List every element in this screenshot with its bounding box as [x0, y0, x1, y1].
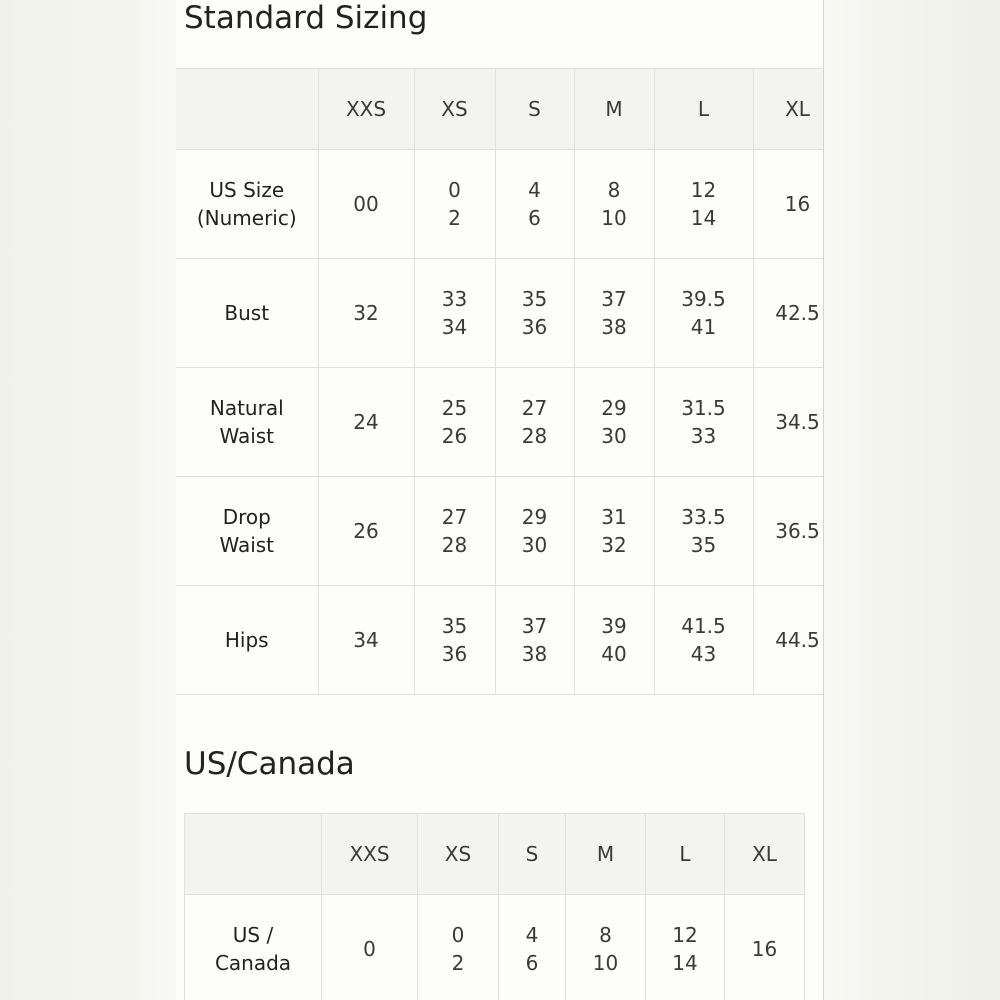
table-cell: 31 32	[574, 477, 654, 586]
table-cell: 12 14	[646, 895, 725, 1000]
column-header: L	[654, 69, 753, 150]
table-cell: 35 36	[414, 586, 495, 695]
table-cell: 37 38	[574, 259, 654, 368]
header-corner-cell	[185, 814, 322, 895]
column-header: XXS	[322, 814, 418, 895]
column-header: L	[646, 814, 725, 895]
table-cell: 39.5 41	[654, 259, 753, 368]
table-row	[176, 368, 824, 477]
table-cell: 31.5 33	[654, 368, 753, 477]
row-label-hips: Hips	[176, 586, 318, 695]
table-cell: 33.5 35	[654, 477, 753, 586]
row-label-natural-waist: Natural Waist	[176, 368, 318, 477]
standard-sizing-table	[176, 68, 824, 695]
column-header: XL	[725, 814, 805, 895]
column-header: XXS	[318, 69, 414, 150]
table-cell: 34.5	[753, 368, 824, 477]
table-cell: 32	[318, 259, 414, 368]
table-header-row	[176, 69, 824, 150]
table-cell: 36.5	[753, 477, 824, 586]
background-left	[0, 0, 176, 1000]
table-cell: 8 10	[574, 150, 654, 259]
table-cell: 12 14	[654, 150, 753, 259]
column-header: M	[574, 69, 654, 150]
table-cell: 16	[725, 895, 805, 1000]
table-cell: 27 28	[414, 477, 495, 586]
table-row	[176, 477, 824, 586]
table-row	[176, 259, 824, 368]
us-canada-title: US/Canada	[184, 746, 355, 782]
table-cell: 39 40	[574, 586, 654, 695]
table-cell: 25 26	[414, 368, 495, 477]
header-corner-cell	[176, 69, 318, 150]
table-cell: 42.5	[753, 259, 824, 368]
table-header-row	[185, 814, 805, 895]
table-row	[185, 895, 805, 1000]
table-cell: 29 30	[574, 368, 654, 477]
table-cell: 41.5 43	[654, 586, 753, 695]
table-cell: 33 34	[414, 259, 495, 368]
table-cell: 16	[753, 150, 824, 259]
table-cell: 0 2	[414, 150, 495, 259]
table-cell: 4 6	[499, 895, 566, 1000]
table-row	[176, 586, 824, 695]
table-cell: 24	[318, 368, 414, 477]
size-chart-page	[176, 0, 824, 1000]
table-cell: 37 38	[495, 586, 574, 695]
row-label-us-canada: US / Canada	[185, 895, 322, 1000]
us-canada-table	[184, 813, 805, 1000]
table-cell: 44.5	[753, 586, 824, 695]
table-cell: 8 10	[566, 895, 646, 1000]
row-label-us-size: US Size (Numeric)	[176, 150, 318, 259]
column-header: S	[495, 69, 574, 150]
background-right	[824, 0, 1000, 1000]
row-label-drop-waist: Drop Waist	[176, 477, 318, 586]
column-header: XS	[414, 69, 495, 150]
column-header: M	[566, 814, 646, 895]
table-cell: 34	[318, 586, 414, 695]
table-cell: 27 28	[495, 368, 574, 477]
table-cell: 00	[318, 150, 414, 259]
column-header: S	[499, 814, 566, 895]
table-cell: 29 30	[495, 477, 574, 586]
row-label-bust: Bust	[176, 259, 318, 368]
table-row	[176, 150, 824, 259]
standard-sizing-title: Standard Sizing	[184, 0, 428, 36]
column-header: XS	[418, 814, 499, 895]
table-cell: 0 2	[418, 895, 499, 1000]
table-cell: 35 36	[495, 259, 574, 368]
column-header: XL	[753, 69, 824, 150]
table-cell: 0	[322, 895, 418, 1000]
table-cell: 26	[318, 477, 414, 586]
table-cell: 4 6	[495, 150, 574, 259]
